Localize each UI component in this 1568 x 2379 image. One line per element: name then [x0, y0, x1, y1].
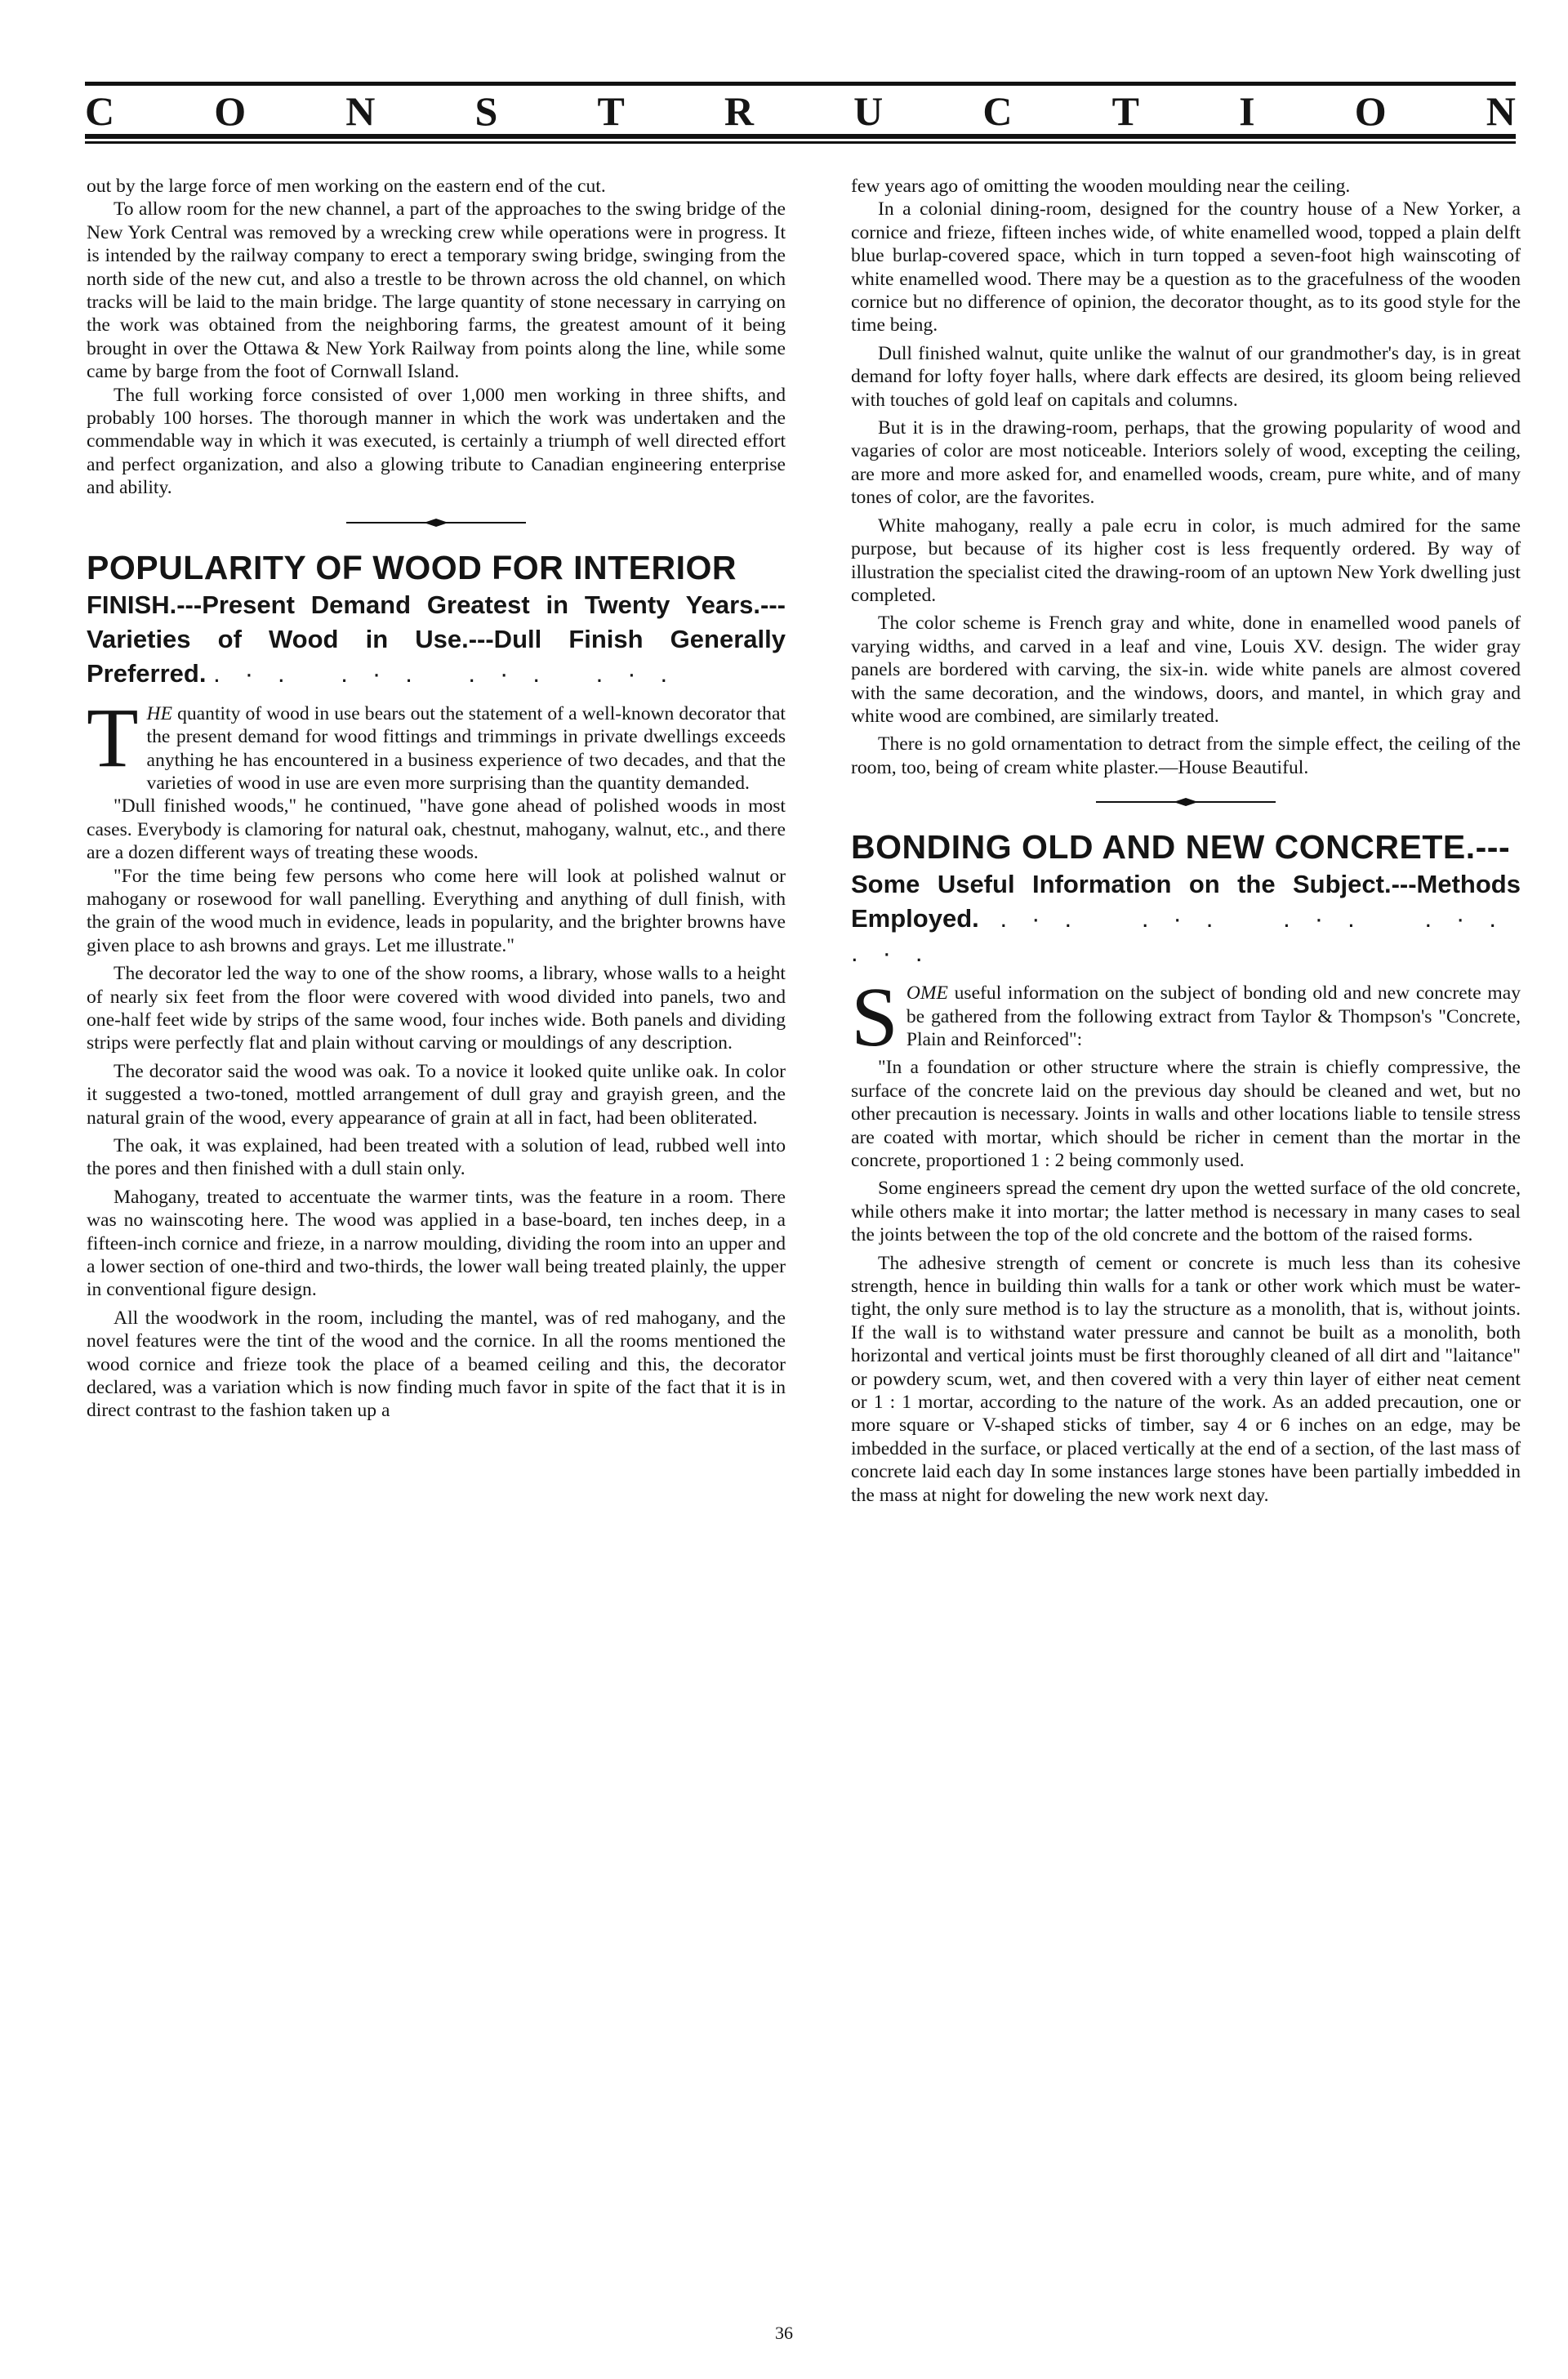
- paragraph: The decorator said the wood was oak. To a novice it looked quite unlike oak. In color it suggested a two-toned, mottled arrangement of dull gray and grayish green, and the natural grain of the wood, every appearance of grain at all in fact, had been obliterated.: [87, 1060, 786, 1129]
- masthead-rule-bottom: [85, 134, 1516, 139]
- article-headline: BONDING OLD AND NEW CONCRETE.---: [851, 828, 1511, 867]
- masthead-letter: T: [1111, 88, 1139, 134]
- article-subhead: [87, 588, 786, 691]
- paragraph: out by the large force of men working on the eastern end of the cut.: [87, 176, 606, 197]
- lead-text: useful information on the subject of bonding old and new concrete may be gathered from the following extract from Taylor & Thompson's "Concrete, Plain and Reinforced":: [906, 982, 1521, 1050]
- paragraph: The adhesive strength of cement or concrete is much less than its cohesive strength, hence in building thin walls for a tank or other work which must be water-tight, the only sure method is to lay the structure as a monolith, that is, without joints. If the wall is to withstand water pressure and cannot be built as a monolith, both horizontal and vertical joints must be first thoroughly cleaned of all dirt and "laitance" or powdery scum, wet, and then covered with a very thin layer of either neat cement or 1 : 1 mortar, according to the nature of the work. As an added precaution, one or more square or V-shaped sticks of timber, say 4 or 6 inches on an edge, may be imbedded in the surface, or placed vertically at the end of a section, of the last mass of concrete laid each day In some instances large stones have been partially imbedded in the mass at night for doweling the new work next day.: [851, 1252, 1521, 1506]
- paragraph: "For the time being few persons who come here will look at polished walnut or mahogany or rosewood for wall panelling. Everything and anything of dull finish, with the grain of the wood much in evidence, leads in popularity, and the brighter browns have given place to ash browns and grays. Let me illustrate.": [87, 865, 786, 956]
- paragraph: The decorator led the way to one of the show rooms, a library, whose walls to a height of nearly six feet from the floor were covered with wood divided into panels, two and one-half feet wide by strips of the same wood, four inches wide. Both panels and dividing strips were perfectly flat and plain without carving or mouldings of any description.: [87, 963, 786, 1054]
- masthead-title: [85, 90, 1516, 132]
- masthead-letter: I: [1239, 88, 1255, 134]
- masthead-letter: S: [474, 88, 498, 134]
- ornament-dots: .·. .·. .·. .·.: [213, 658, 693, 688]
- paragraph: All the woodwork in the room, including the mantel, was of red mahogany, and the novel features were the tint of the wood and the cornice. In all the rooms mentioned the wood cornice and frieze took the place of a beamed ceiling and this, the decorator declared, was a variation which is now finding much favor in spite of the fact that it is in direct contrast to the fashion taken up a: [87, 1307, 786, 1422]
- paragraph: White mahogany, really a pale ecru in color, is much admired for the same purpose, but because of its higher cost is less frequently ordered. By way of illustration the specialist cited the drawing-room of an uptown New York dwelling just completed.: [851, 515, 1521, 606]
- paragraph: few years ago of omitting the wooden moulding near the ceiling.: [851, 176, 1351, 197]
- lead-paragraph: [851, 970, 1521, 1065]
- paragraph: Some engineers spread the cement dry upon the wetted surface of the old concrete, while others make it into mortar; the latter method is necessary in many cases to seal the joints between the top of the old concrete and the bottom of the raised forms.: [851, 1178, 1521, 1246]
- drop-cap: T: [87, 690, 139, 785]
- drop-cap: S: [851, 970, 898, 1065]
- section-separator: [1096, 797, 1276, 807]
- masthead-letter: U: [853, 88, 884, 134]
- lead-paragraph: [87, 690, 786, 795]
- paragraph: Mahogany, treated to accentuate the warmer tints, was the feature in a room. There was no wainscoting here. The wood was applied in a base-board, ten inches deep, in a fifteen-inch cornice and frieze, in a narrow moulding, dividing the room into an upper and a lower section of one-third and two-thirds, the lower wall being treated plainly, the upper in conventional figure design.: [87, 1186, 786, 1301]
- masthead-letter: O: [214, 88, 247, 134]
- paragraph: But it is in the drawing-room, perhaps, that the growing popularity of wood and vagaries of color are most noticeable. Interiors solely of wood, excepting the ceiling, are more and more asked for, and enamelled woods, cream, pure white, and of many tones of color, are the favorites.: [851, 417, 1521, 509]
- masthead-letter: R: [724, 88, 755, 134]
- ornament-dots: .·. .·. .·. .·. .·.: [851, 904, 1521, 968]
- paragraph: Dull finished walnut, quite unlike the walnut of our grandmother's day, is in great demand for lofty foyer halls, where dark effects are desired, its gloom being relieved with touches of gold leaf on capitals and columns.: [851, 342, 1521, 411]
- masthead-letter: N: [345, 88, 376, 134]
- paragraph: To allow room for the new channel, a part of the approaches to the swing bridge of the New York Central was removed by a wrecking crew while operations were in progress. It is intended by the railway company to erect a temporary swing bridge, swinging from the north side of the new cut, and also a trestle to be thrown across the old channel, on which tracks will be laid to the main bridge. The large quantity of stone necessary in carrying on the work was obtained from the neighboring farms, the greatest amount of it being brought in over the Ottawa & New York Railway from points along the line, while some came by barge from the foot of Cornwall Island.: [87, 198, 786, 383]
- paragraph: In a colonial dining-room, designed for the country house of a New Yorker, a cornice and frieze, fifteen inches wide, of white enamelled wood, topped a plain delft blue burlap-covered space, which in turn topped a seven-foot high wainscoting of white enamelled wood. There may be a question as to the gracefulness of the wooden cornice but no difference of opinion, the decorator thought, as to its good style for the time being.: [851, 198, 1521, 336]
- article-subhead: [851, 867, 1521, 970]
- paragraph: The color scheme is French gray and white, done in enamelled wood panels of varying widths, and carved in a leaf and vine, Louis XV. design. The wider gray panels are bordered with carving, the six-in. wide white panels are almost covered with the same decoration, and the windows, doors, and mantel, in which gray and white wood are combined, are similarly treated.: [851, 613, 1521, 727]
- page-number: 36: [775, 2323, 793, 2343]
- lead-word: OME: [906, 982, 948, 1005]
- paragraph: The full working force consisted of over 1,000 men working in three shifts, and probably 100 horses. The thorough manner in which the work was undertaken and the commendable way in which it was executed, is certainly a triumph of well directed effort and perfect organization, and also a glowing tribute to Canadian engineering enterprise and ability.: [87, 384, 786, 499]
- lead-word: HE: [146, 702, 172, 724]
- masthead-rule-top: [85, 82, 1516, 86]
- article-subhead-text: FINISH.---Present Demand Greatest in Twenty Years.---Varieties of Wood in Use.---Dull Finish Generally Preferred.: [87, 590, 786, 688]
- masthead-letter: T: [597, 88, 625, 134]
- right-column: [851, 175, 1521, 1507]
- left-column: [87, 175, 786, 1423]
- paragraph: There is no gold ornamentation to detract from the simple effect, the ceiling of the room, too, being of cream white plaster.—House Beautiful.: [851, 733, 1521, 778]
- masthead-letter: C: [982, 88, 1013, 134]
- paragraph: "In a foundation or other structure where the strain is chiefly compressive, the surface of the concrete laid on the previous day should be cleaned and wet, but no other precaution is necessary. Joints in walls and other locations liable to tensile stress are coated with mortar, which should be richer in cement than the mortar in the concrete, proportioned 1 : 2 being commonly used.: [851, 1057, 1521, 1171]
- masthead-letter: O: [1354, 88, 1387, 134]
- paragraph: "Dull finished woods," he continued, "have gone ahead of polished woods in most cases. Everybody is clamoring for natural oak, chestnut, mahogany, walnut, etc., and there are a dozen different ways of treating these woods.: [87, 795, 786, 864]
- paragraph: The oak, it was explained, had been treated with a solution of lead, rubbed well into the pores and then finished with a dull stain only.: [87, 1135, 786, 1180]
- masthead: [85, 82, 1516, 147]
- masthead-letter: C: [85, 88, 115, 134]
- masthead-letter: N: [1486, 88, 1516, 134]
- section-separator: [346, 518, 526, 528]
- article-subhead-text: Some Useful Information on the Subject.---Methods Employed.: [851, 870, 1521, 933]
- lead-text: quantity of wood in use bears out the statement of a well-known decorator that the present demand for wood fittings and trimmings in private dwellings exceeds anything he has encountered in a business experience of two decades, and that the varieties of wood in use are even more surprising than the quantity demanded.: [146, 702, 786, 794]
- masthead-rule-bottom-thin: [85, 141, 1516, 144]
- article-headline: POPULARITY OF WOOD FOR INTERIOR: [87, 548, 737, 586]
